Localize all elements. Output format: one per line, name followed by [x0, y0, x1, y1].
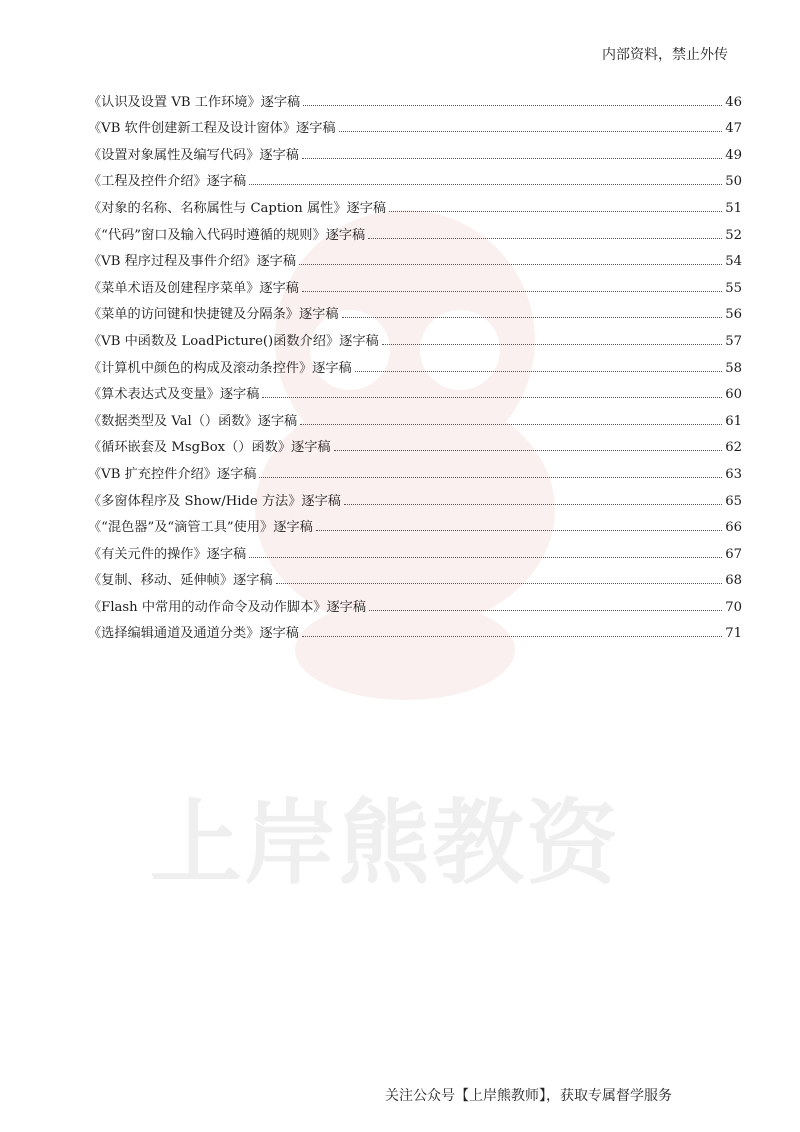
toc-entry[interactable] [88, 402, 742, 429]
toc-entry-title: 《设置对象属性及编写代码》逐字稿 [88, 147, 299, 163]
toc-entry-page: 55 [725, 280, 742, 296]
toc-entry-title: 《认识及设置 VB 工作环境》逐字稿 [88, 94, 301, 110]
toc-entry-title: 《复制、移动、延伸帧》逐字稿 [88, 573, 273, 589]
toc-entry[interactable] [88, 136, 742, 163]
toc-entry-page: 65 [725, 493, 742, 509]
toc-entry[interactable] [88, 562, 742, 589]
toc-entry-title: 《计算机中颜色的构成及滚动条控件》逐字稿 [88, 360, 352, 376]
toc-dot-leader [249, 557, 722, 558]
toc-entry-title: 《算术表达式及变量》逐字稿 [88, 387, 260, 403]
toc-entry[interactable] [88, 588, 742, 615]
toc-entry-title: 《工程及控件介绍》逐字稿 [88, 174, 247, 190]
toc-dot-leader [300, 424, 722, 425]
toc-entry[interactable] [88, 163, 742, 190]
toc-entry-page: 56 [725, 307, 742, 323]
toc-entry[interactable] [88, 216, 742, 243]
toc-dot-leader [334, 450, 723, 451]
toc-entry-title: 《“混色器”及“滴管工具”使用》逐字稿 [88, 520, 313, 536]
toc-entry[interactable] [88, 296, 742, 323]
toc-entry-title: 《“代码”窗口及输入代码时遵循的规则》逐字稿 [88, 227, 366, 243]
toc-dot-leader [355, 371, 722, 372]
toc-entry-title: 《菜单的访问键和快捷键及分隔条》逐字稿 [88, 307, 339, 323]
toc-entry-page: 57 [725, 333, 742, 349]
toc-dot-leader [382, 344, 723, 345]
toc-entry-title: 《数据类型及 Val（）函数》逐字稿 [88, 413, 298, 429]
toc-entry-title: 《VB 扩充控件介绍》逐字稿 [88, 466, 257, 482]
toc-entry[interactable] [88, 509, 742, 536]
toc-entry-title: 《菜单术语及创建程序菜单》逐字稿 [88, 280, 299, 296]
table-of-contents [88, 83, 742, 641]
toc-entry-page: 63 [725, 466, 742, 482]
toc-dot-leader [368, 238, 722, 239]
toc-entry[interactable] [88, 110, 742, 137]
toc-dot-leader [302, 636, 722, 637]
toc-entry-title: 《VB 程序过程及事件介绍》逐字稿 [88, 254, 297, 270]
toc-dot-leader [302, 158, 722, 159]
toc-entry-page: 71 [725, 626, 742, 642]
toc-entry-title: 《有关元件的操作》逐字稿 [88, 546, 247, 562]
toc-dot-leader [299, 264, 722, 265]
toc-entry-page: 54 [725, 254, 742, 270]
toc-entry-page: 68 [725, 573, 742, 589]
toc-dot-leader [302, 291, 722, 292]
toc-entry-page: 46 [725, 94, 742, 110]
toc-entry-page: 49 [725, 147, 742, 163]
toc-dot-leader [339, 131, 723, 132]
toc-dot-leader [342, 317, 723, 318]
toc-entry-title: 《VB 软件创建新工程及设计窗体》逐字稿 [88, 121, 336, 137]
toc-entry[interactable] [88, 349, 742, 376]
toc-entry-page: 51 [725, 200, 742, 216]
toc-entry-page: 61 [725, 413, 742, 429]
toc-entry[interactable] [88, 322, 742, 349]
toc-entry-title: 《循环嵌套及 MsgBox（）函数》逐字稿 [88, 440, 331, 456]
toc-entry-page: 47 [725, 121, 742, 137]
footer-note: 关注公众号【上岸熊教师】，获取专属督学服务 [385, 1088, 672, 1104]
toc-entry[interactable] [88, 269, 742, 296]
toc-entry-page: 62 [725, 440, 742, 456]
toc-entry[interactable] [88, 189, 742, 216]
toc-entry[interactable] [88, 83, 742, 110]
toc-dot-leader [276, 583, 723, 584]
toc-entry-title: 《VB 中函数及 LoadPicture()函数介绍》逐字稿 [88, 333, 379, 349]
toc-dot-leader [344, 504, 722, 505]
toc-entry[interactable] [88, 482, 742, 509]
toc-dot-leader [259, 477, 722, 478]
toc-dot-leader [369, 610, 722, 611]
toc-entry-page: 67 [725, 546, 742, 562]
toc-entry-page: 60 [725, 387, 742, 403]
toc-entry[interactable] [88, 615, 742, 642]
toc-entry-page: 50 [725, 174, 742, 190]
toc-entry[interactable] [88, 243, 742, 270]
confidential-notice: 内部资料，禁止外传 [602, 47, 728, 63]
toc-entry[interactable] [88, 376, 742, 403]
toc-entry-page: 58 [725, 360, 742, 376]
toc-entry-title: 《Flash 中常用的动作命令及动作脚本》逐字稿 [88, 599, 367, 615]
toc-entry[interactable] [88, 535, 742, 562]
toc-dot-leader [249, 184, 722, 185]
brand-watermark: 上岸熊教资 [150, 790, 621, 897]
toc-entry[interactable] [88, 429, 742, 456]
toc-entry-page: 70 [725, 599, 742, 615]
toc-dot-leader [262, 397, 722, 398]
toc-dot-leader [389, 211, 722, 212]
toc-dot-leader [316, 530, 722, 531]
toc-entry[interactable] [88, 455, 742, 482]
toc-entry-title: 《多窗体程序及 Show/Hide 方法》逐字稿 [88, 493, 341, 509]
toc-dot-leader [303, 105, 722, 106]
toc-entry-title: 《对象的名称、名称属性与 Caption 属性》逐字稿 [88, 200, 387, 216]
toc-entry-page: 52 [725, 227, 742, 243]
toc-entry-page: 66 [725, 520, 742, 536]
toc-entry-title: 《选择编辑通道及通道分类》逐字稿 [88, 626, 299, 642]
